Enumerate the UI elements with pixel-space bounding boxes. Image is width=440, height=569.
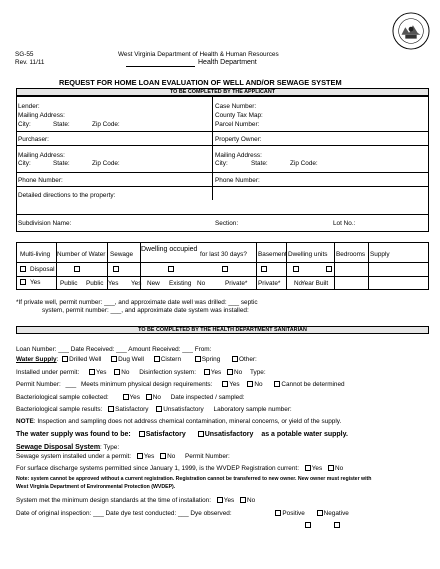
row-divider <box>16 172 429 173</box>
meets-no-checkbox[interactable] <box>247 381 253 387</box>
sewage-no-label: No <box>167 453 176 460</box>
installed-no-label: No <box>121 369 130 376</box>
meets-no-label: No <box>254 381 263 388</box>
grid-new: New <box>147 280 160 287</box>
health-dept-line <box>126 66 195 67</box>
owner-phone-label: Phone Number: <box>215 177 260 184</box>
grid-disposal: Disposal <box>30 266 55 273</box>
surface-discharge-row <box>16 465 343 472</box>
date-original-label: Date of original inspection: ___ Date dye test conducted: ___ Dye observed: <box>16 510 232 517</box>
subdivision-label: Subdivision Name: <box>18 220 72 227</box>
applicant-section-bar: TO BE COMPLETED BY THE APPLICANT <box>16 88 429 96</box>
purchaser-state-label: State: <box>53 160 70 167</box>
sewage-yes-checkbox[interactable] <box>137 453 143 459</box>
sewage-yes-label: Yes <box>143 453 155 460</box>
grid-bedrooms: Bedrooms <box>336 251 366 258</box>
purchaser-phone-label: Phone Number: <box>18 177 63 184</box>
bact-no-checkbox[interactable] <box>146 394 152 400</box>
water-supply-label: Water Supply <box>16 356 57 363</box>
bact-results-label: Bacteriological sample results: <box>16 406 103 413</box>
installed-permit-row <box>16 369 266 376</box>
grid-row <box>16 262 429 263</box>
disinfection-yes-checkbox[interactable] <box>204 369 210 375</box>
found-unsatisfactory-checkbox[interactable] <box>198 431 204 437</box>
registration-note-2: West Virginia Department of Environmental Protection (WVDEP). <box>16 484 176 490</box>
grid-private-1: Private* <box>225 280 248 287</box>
purchaser-label: Purchaser: <box>18 136 49 143</box>
sewage-no-checkbox[interactable] <box>160 453 166 459</box>
grid-basement: Basement <box>258 251 287 258</box>
col-divider <box>212 96 213 200</box>
bact-results-row <box>16 406 292 413</box>
grid-col <box>56 242 57 290</box>
section-label: Section: <box>215 220 239 227</box>
found-to-be-label: The water supply was found to be: <box>16 431 131 438</box>
grid-multi-living: Multi-living <box>20 251 51 258</box>
property-owner-label: Property Owner: <box>215 136 262 143</box>
design-no-checkbox[interactable] <box>240 497 246 503</box>
grid-checkbox[interactable] <box>326 266 332 272</box>
spring-label: Spring <box>201 356 221 363</box>
sewage-type-row <box>16 444 119 451</box>
drilled-well-checkbox[interactable] <box>62 356 68 362</box>
permit-number-label: Permit Number: <box>16 381 61 388</box>
installed-under-permit-label: Installed under permit: <box>16 369 80 376</box>
owner-state-label: State: <box>251 160 268 167</box>
results-unsatisfactory-label: Unsatisfactory <box>163 406 204 413</box>
zip-label: Zip Code: <box>92 121 120 128</box>
grid-checkbox[interactable] <box>113 266 119 272</box>
dug-well-checkbox[interactable] <box>111 356 117 362</box>
extra-checkbox[interactable] <box>334 522 340 528</box>
note-row <box>16 418 341 425</box>
surface-discharge-label: For surface discharge systems permitted since January 1, 1999, is the WVDEP Registration current: <box>16 465 299 472</box>
row-divider <box>16 186 429 187</box>
design-yes-label: Yes <box>223 497 235 504</box>
cistern-label: Cistern <box>160 356 181 363</box>
state-label: State: <box>53 121 70 128</box>
health-department: Health Department <box>198 59 257 66</box>
other-checkbox[interactable] <box>232 356 238 362</box>
results-unsatisfactory-checkbox[interactable] <box>156 406 162 412</box>
lab-sample-label: Laboratory sample number: <box>213 406 292 413</box>
dye-positive-label: Positive <box>282 510 305 517</box>
type-label: Type: <box>249 369 266 376</box>
bact-collected-label: Bacteriological sample collected: <box>16 394 109 401</box>
department-name: West Virginia Department of Health & Human Resources <box>118 51 279 58</box>
wvdep-yes-label: Yes <box>311 465 323 472</box>
grid-col <box>334 242 335 290</box>
cannot-determine-label: Cannot be determined <box>281 381 345 388</box>
owner-mailing-label: Mailing Address: <box>215 152 262 159</box>
grid-col <box>286 242 287 290</box>
grid-no: No <box>197 280 206 287</box>
loan-number-line: Loan Number: ___ Date Received: ___ Amount Received: ___ From: <box>16 346 212 353</box>
dye-negative-label: Negative <box>323 510 349 517</box>
parcel-number-label: Parcel Number: <box>215 121 260 128</box>
form-title: REQUEST FOR HOME LOAN EVALUATION OF WELL AND/OR SEWAGE SYSTEM <box>59 78 342 87</box>
grid-no-2: No <box>294 280 303 287</box>
purchaser-mailing-label: Mailing Address: <box>18 152 65 159</box>
septic-permit-note: system, permit number: ___, and approximate date system was installed: <box>42 307 249 314</box>
meets-yes-label: Yes <box>229 381 240 388</box>
installed-yes-label: Yes <box>96 369 107 376</box>
wvdep-no-checkbox[interactable] <box>328 465 334 471</box>
found-satisfactory-checkbox[interactable] <box>139 431 145 437</box>
grid-checkbox[interactable] <box>20 266 26 272</box>
grid-public-2: Public <box>86 280 104 287</box>
grid-checkbox[interactable] <box>222 266 228 272</box>
grid-sewage: Sewage <box>110 251 134 258</box>
registration-note-1: Note: system cannot be approved without a current registration. Registration cannot be transferred to new owner. New owner must register with <box>16 476 372 482</box>
disinfection-no-label: No <box>234 369 243 376</box>
grid-supply: Supply <box>370 251 390 258</box>
owner-city-label: City: <box>215 160 228 167</box>
grid-year-built: Year Built <box>301 280 329 287</box>
spring-checkbox[interactable] <box>195 356 201 362</box>
min-design-row <box>16 497 255 504</box>
grid-checkbox[interactable] <box>293 266 299 272</box>
form-id: SG-55 <box>15 51 34 58</box>
grid-row <box>16 276 429 277</box>
grid-private-2: Private* <box>258 280 281 287</box>
owner-zip-label: Zip Code: <box>290 160 318 167</box>
meets-yes-checkbox[interactable] <box>222 381 228 387</box>
row-divider <box>16 131 429 132</box>
design-no-label: No <box>247 497 256 504</box>
bact-collected-row: Bacteriological sample collected: Yes No Date inspected / sampled: <box>16 394 245 401</box>
grid-checkbox[interactable] <box>261 266 267 272</box>
cannot-determine-checkbox[interactable] <box>274 381 280 387</box>
disinfection-no-checkbox[interactable] <box>227 369 233 375</box>
results-satisfactory-checkbox[interactable] <box>108 406 114 412</box>
dug-well-label: Dug Well <box>118 356 144 363</box>
min-design-label: System met the minimum design standards at the time of installation: <box>16 497 212 504</box>
design-yes-checkbox[interactable] <box>217 497 223 503</box>
sewage-permit-row <box>16 453 230 460</box>
grid-dwelling-occupied: Dwelling occupied <box>141 246 198 253</box>
sewage-type-label: : Type: <box>100 444 120 451</box>
extra-checkbox[interactable] <box>305 522 311 528</box>
grid-dwelling-units: Dwelling units <box>288 251 328 258</box>
grid-public-1: Public <box>60 280 78 287</box>
results-satisfactory-label: Satisfactory <box>115 406 149 413</box>
meets-min-row: Permit Number: ___ Meets minimum physical design requirements: Yes No Cannot be determined <box>16 381 345 388</box>
grid-checkbox[interactable] <box>20 279 26 285</box>
disinfection-yes-label: Yes <box>210 369 222 376</box>
grid-checkbox[interactable] <box>168 266 174 272</box>
other-label: Other: <box>239 356 257 363</box>
grid-existing: Existing <box>169 280 192 287</box>
sanitarian-section-bar: TO BE COMPLETED BY THE HEALTH DEPARTMENT SANITARIAN <box>16 326 429 334</box>
sewage-installed-label: Sewage system installed under a permit: <box>16 453 132 460</box>
found-row <box>16 431 348 438</box>
mailing-address-label: Mailing Address: <box>18 112 65 119</box>
grid-yes: Yes <box>30 279 41 286</box>
drilled-well-label: Drilled Well <box>69 356 102 363</box>
purchaser-zip-label: Zip Code: <box>92 160 120 167</box>
state-seal-icon <box>392 12 430 50</box>
potable-label: as a potable water supply. <box>261 431 348 438</box>
bact-yes-checkbox[interactable] <box>123 394 129 400</box>
sewage-disposal-label: Sewage Disposal System <box>16 444 101 451</box>
directions-label: Detailed directions to the property: <box>18 192 116 199</box>
dye-negative-checkbox[interactable] <box>317 510 323 516</box>
grid-number-of-water: Number of Water <box>57 251 106 258</box>
cistern-checkbox[interactable] <box>154 356 160 362</box>
well-permit-note: *If private well, permit number: ___, and approximate date well was drilled: ___ septic <box>16 299 258 306</box>
note-text: : Inspection and sampling does not address chemical contamination, mineral concerns, or yield of the supply. <box>33 418 342 425</box>
lot-number-label: Lot No.: <box>333 220 356 227</box>
city-label: City: <box>18 121 31 128</box>
water-supply-row: Water Supply: Drilled Well Dug Well Cistern Spring Other: <box>16 356 257 363</box>
meets-min-label: Meets minimum physical design requirements: <box>80 381 213 388</box>
found-satisfactory-label: Satisfactory <box>145 431 186 438</box>
installed-no-checkbox[interactable] <box>114 369 120 375</box>
bact-no-label: No <box>152 394 161 401</box>
grid-checkbox[interactable] <box>74 266 80 272</box>
found-unsatisfactory-label: Unsatisfactory <box>204 431 254 438</box>
wvdep-no-label: No <box>334 465 344 472</box>
dye-positive-checkbox[interactable] <box>275 510 281 516</box>
grid-yes-3: Yes <box>131 280 142 287</box>
grid-yes-2: Yes <box>108 280 119 287</box>
row-divider <box>16 145 429 146</box>
wvdep-yes-checkbox[interactable] <box>305 465 311 471</box>
row-divider <box>16 214 429 215</box>
lender-label: Lender: <box>18 103 40 110</box>
case-number-label: Case Number: <box>215 103 257 110</box>
note-label: NOTE <box>16 418 34 425</box>
grid-last-30-days: for last 30 days? <box>200 251 247 258</box>
purchaser-city-label: City: <box>18 160 31 167</box>
installed-yes-checkbox[interactable] <box>89 369 95 375</box>
grid-col <box>256 242 257 290</box>
county-tax-map-label: County Tax Map: <box>215 112 263 119</box>
dye-test-row <box>16 510 349 517</box>
sewage-permit-number-label: Permit Number: <box>185 453 230 460</box>
disinfection-label: Disinfection system: <box>139 369 197 376</box>
bact-yes-label: Yes <box>129 394 140 401</box>
revision: Rev. 11/11 <box>15 59 45 66</box>
grid-col <box>368 242 369 290</box>
